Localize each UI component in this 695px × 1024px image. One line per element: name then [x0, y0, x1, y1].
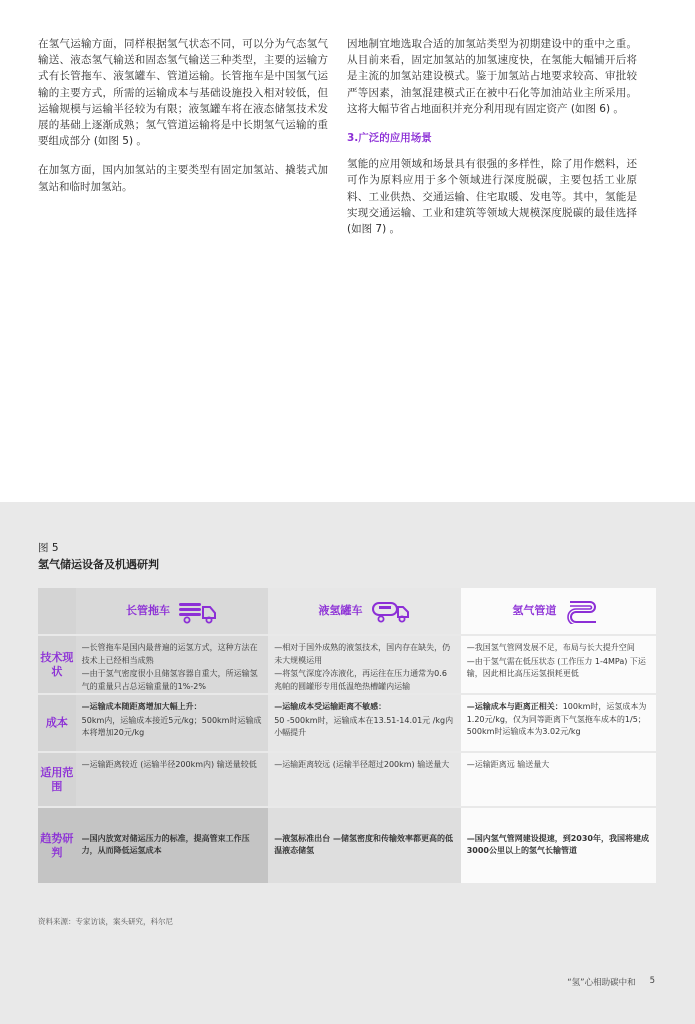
figure-source: 资料来源：专家访谈，案头研究，科尔尼 — [38, 917, 173, 926]
cell-scope-tube-trailer — [76, 753, 269, 808]
cell-tech-pipeline — [461, 636, 656, 695]
section-heading-applications: 3.广泛的应用场景 — [347, 132, 432, 145]
cell-cost-tube-trailer — [76, 695, 269, 753]
cell-line: 50km内，运输成本接近5元/kg；500km时运输成本将增加20元/kg — [81, 715, 262, 737]
cell-line-bold: —运输成本与距离正相关： — [466, 702, 563, 711]
table-row-cost — [38, 695, 656, 753]
table-row-trend — [38, 808, 656, 885]
cell-line: —液氢标准出台 —储氢密度和传输效率都更高的低温液态储氢 — [274, 833, 453, 855]
cell-line: —长管拖车是国内最普遍的运氢方式，这种方法在技术上已经相当成熟 — [81, 643, 258, 665]
cell-line: —我国氢气管网发展不足，布局与长大提升空间 — [466, 643, 635, 652]
cell-line-bold: —运输成本随距离增加大幅上升： — [81, 702, 202, 711]
paragraph-applications: 氢能的应用领域和场景具有很强的多样性，除了用作燃料，还可作为原料应用于多个领域进行深度脱碳，主要包括工业原料、工业供热、交通运输、住宅取暖、发电等。其中，氢能是实现交通运输、工业和建筑等领域大规模深度脱碳的最佳选择 (如图 7) 。 — [347, 158, 637, 236]
right-text-column — [347, 36, 637, 250]
cell-trend-liquid-tanker — [268, 808, 461, 885]
left-text-column — [38, 36, 328, 208]
cell-line: 50 -500km时，运输成本在13.51-14.01元 /kg内小幅提升 — [274, 715, 454, 737]
header-spacer — [38, 588, 76, 636]
liquid-hydrogen-tanker-icon — [371, 598, 411, 624]
column-header-liquid-tanker — [268, 588, 460, 636]
paragraph-hydrogen-transport: 在氢气运输方面，同样根据氢气状态不同，可以分为气态氢气输送、液态氢气输送和固态氢气输送三种类型，主要的运输方式有长管拖车、液氢罐车、管道运输。长管拖车是中国氢气运输的主要方式，所需的运输成本与基础设施投入相对较低，但运输规模与运输半径较为有限；液氢罐车将在液态储氢技术发展的基础上逐渐成熟；氢气管道运输将是中长期氢气运输的重要组成部分 (如图 5) 。 — [38, 38, 328, 148]
cell-scope-pipeline — [461, 753, 656, 808]
table-header-row — [38, 588, 656, 636]
cell-tech-tube-trailer — [76, 636, 269, 695]
row-label-tech: 技术现状 — [38, 636, 76, 695]
row-label-scope: 适用范围 — [38, 753, 76, 808]
page-footer — [567, 976, 655, 988]
column-header-tube-trailer — [76, 588, 268, 636]
cell-trend-tube-trailer — [76, 808, 269, 885]
cell-line: —由于氢气密度很小且储氢容器自重大，所运输氢气的重量只占总运输重量的1%-2% — [81, 669, 258, 691]
cell-line: —运输距离远 输送量大 — [466, 760, 550, 769]
comparison-table — [38, 588, 656, 885]
figure-number: 图 5 — [38, 542, 59, 554]
tube-trailer-truck-icon — [178, 598, 218, 624]
cell-trend-pipeline — [461, 808, 656, 885]
paragraph-refueling-stations: 在加氢方面，国内加氢站的主要类型有固定加氢站、撬装式加氢站和临时加氢站。 — [38, 164, 328, 193]
cell-line-bold: —运输成本受运输距离不敏感： — [274, 702, 387, 711]
cell-line: —将氢气深度冷冻液化，再运往在压力通常为0.6兆帕的圆罐形专用低温绝热槽罐内运输 — [274, 669, 447, 691]
row-label-cost: 成本 — [38, 695, 76, 753]
table-row-tech-status — [38, 636, 656, 695]
column-label: 氢气管道 — [512, 603, 557, 617]
hydrogen-pipeline-icon — [564, 598, 604, 624]
cell-line: —由于氢气需在低压状态 (工作压力 1-4MPa) 下运输，因此相比高压运氢损耗更低 — [466, 656, 646, 678]
footer-title: “氢”心相助碳中和 — [567, 978, 636, 988]
cell-tech-liquid-tanker — [268, 636, 461, 695]
cell-line: —相对于国外成熟的液氢技术，国内存在缺失，仍未大规模运用 — [274, 643, 451, 665]
figure-title: 氢气储运设备及机遇研判 — [38, 558, 159, 571]
row-label-trend: 趋势研判 — [38, 808, 76, 885]
cell-cost-liquid-tanker — [268, 695, 461, 753]
cell-line: —国内氢气管网建设提速，到2030年，我国将建成3000公里以上的氢气长输管道 — [466, 833, 649, 855]
column-label: 液氢罐车 — [318, 603, 363, 617]
table-row-scope — [38, 753, 656, 808]
cell-line: —运输距离较远 (运输半径超过200km) 输送量大 — [274, 760, 450, 769]
cell-cost-pipeline — [461, 695, 656, 753]
paragraph-station-types: 因地制宜地选取合适的加氢站类型为初期建设中的重中之重。从目前来看，固定加氢站的加氢速度快，在氢能大幅铺开后将是主流的加氢站建设模式。鉴于加氢站占地要求较高、审批较严等因素，油氢混建模式正在被中石化等加油站业主所采用。这将大幅节省占地面积并充分利用现有固定资产 (如图 6) 。 — [347, 38, 637, 115]
cell-line: 100km时，运氢成本为1.20元/kg，仅为同等距离下气氢拖车成本的1/5；500km时运输成本为3.02元/kg — [466, 702, 647, 736]
cell-scope-liquid-tanker — [268, 753, 461, 808]
column-label: 长管拖车 — [126, 603, 171, 617]
page-number: 5 — [649, 976, 655, 986]
cell-line: —国内放宽对储运压力的标准，提高管束工作压力，从而降低运氢成本 — [81, 833, 250, 855]
cell-line: —运输距离较近 (运输半径200km内) 输送量较低 — [81, 760, 257, 769]
column-header-pipeline — [461, 588, 656, 636]
